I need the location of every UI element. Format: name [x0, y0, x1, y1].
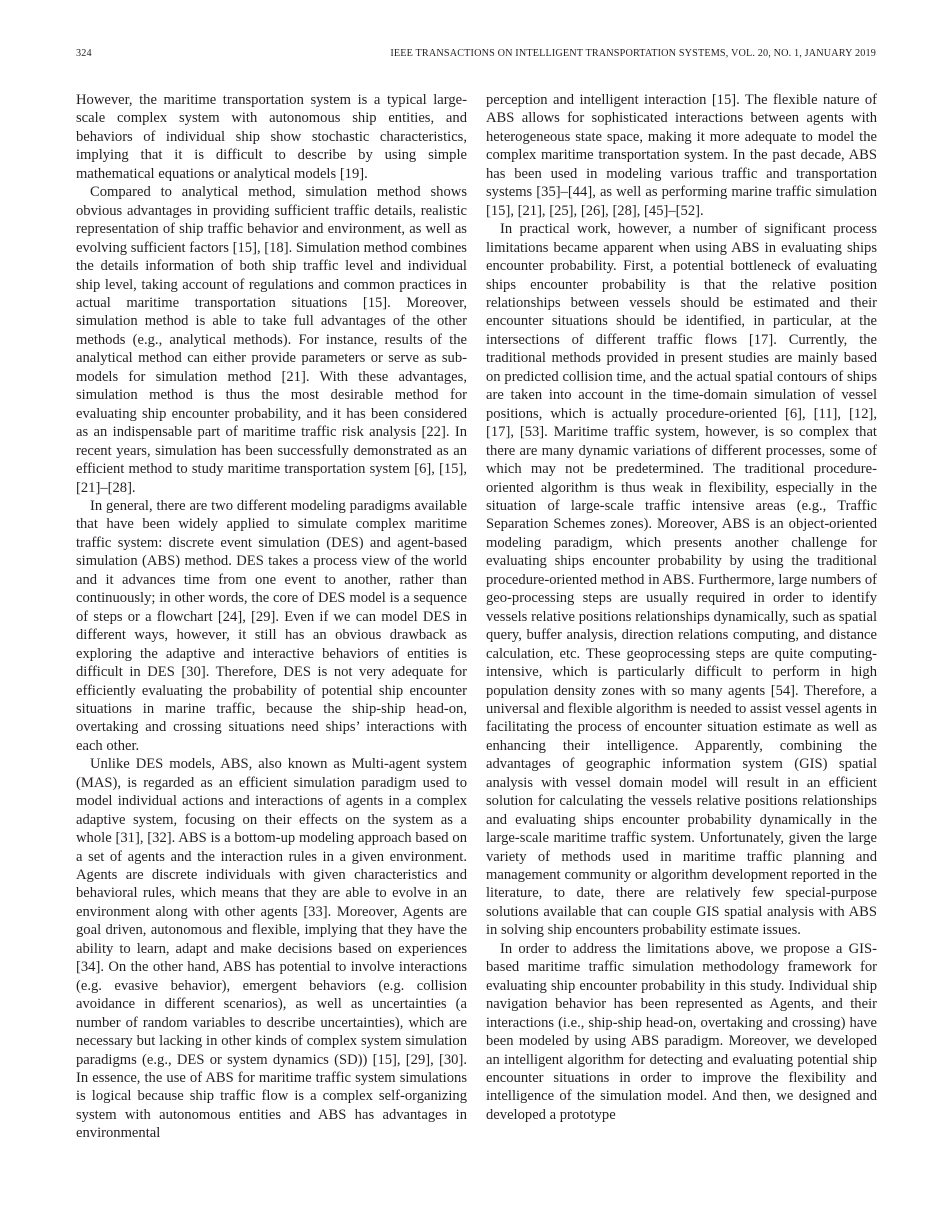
paragraph: perception and intelligent interaction [15]. The flexible nature of ABS allows for sophisticated interactions between agents with heterogeneous state space, making it more adequate to model the complex maritime transportation system. In the past decade, ABS has been used in modeling various traffic and transportation systems [35]–[44], as well as performing marine traffic simulation [15], [21], [25], [26], [28], [45]–[52]. [486, 92, 877, 219]
paragraph: Compared to analytical method, simulation method shows obvious advantages in providing sufficient traffic details, realistic representation of ship traffic behavior and environment, as well as evolving sufficient factors [15], [18]. Simulation method combines the details information of both ship traffic level and individual ship level, taking account of regulations and common practices in actual maritime transportation situations [15]. Moreover, simulation method is able to take full advantages of the other methods (e.g., analytical methods). For instance, results of the analytical method can either provide parameters or serve as sub-models for simulation method [21]. With these advantages, simulation method is thus the most desirable method for evaluating ship encounter probability, and it has been considered as an indispensable part of maritime traffic risk analysis [22]. In recent years, simulation has been successfully demonstrated as an efficient method to study maritime transportation system [6], [15], [21]–[28]. [76, 184, 467, 496]
running-header [76, 47, 876, 61]
paragraph: In practical work, however, a number of significant process limitations became apparent when using ABS in evaluating ships encounter probability. First, a potential bottleneck of evaluating ships encounter probability is that the relative position relationships between vessels should be estimated and their encounter situations should be identified, in particular, at the intersections of different traffic flows [17]. Currently, the traditional methods provided in present studies are mainly based on predicted collision time, and the actual spatial contours of ships are taken into account in the time-domain simulation of vessel positions, which is actually procedure-oriented [6], [11], [12], [17], [53]. Maritime traffic system, however, is so complex that there are many dynamic variations of different processes, some of which may not be predetermined. The traditional procedure-oriented algorithm is thus weak in flexibility, especially in the situation of large-scale traffic intensive areas (e.g., Traffic Separation Schemes zones). Moreover, ABS is an object-oriented modeling paradigm, which presents another challenge for evaluating ships encounter probability by using the traditional procedure-oriented method in ABS. Furthermore, large numbers of geo-processing steps are usually required in order to identify vessels relative positions relationships dynamically, such as spatial query, buffer analysis, direction relations computing, and distance calculation, etc. These geoprocessing steps are quite computing-intensive, which is particularly difficult to perform in high population density zones with so many agents [54]. Therefore, a universal and flexible algorithm is needed to assist vessel agents in facilitating the process of encounter situation estimate as well as enhancing their intelligence. Apparently, combining the advantages of geographic information system (GIS) spatial analysis with vessel domain model will result in an efficient solution for calculating the vessels relative positions relationships and evaluating ships encounter probability dynamically in the large-scale maritime traffic system. Unfortunately, given the large variety of methods used in maritime traffic planning and management community or algorithm development reported in the literature, to date, there are relatively few special-purpose solutions available that can couple GIS spatial analysis with ABS in solving ship encounters probability estimate issues. [486, 221, 877, 939]
page-number: 324 [76, 48, 92, 59]
right-column [486, 91, 877, 1124]
paragraph: In order to address the limitations above, we propose a GIS-based maritime traffic simulation methodology framework for evaluating ship encounter probability in this study. Individual ship navigation behavior has been represented as Agents, and their interactions (i.e., ship-ship head-on, overtaking and crossing) have been modeled by using ABS paradigm. Moreover, we developed an intelligent algorithm for detecting and evaluating potential ship encounter situations in order to improve the flexibility and intelligence of the simulation model. And then, we designed and developed a prototype [486, 940, 877, 1123]
paragraph: However, the maritime transportation system is a typical large-scale complex system with autonomous ship entities, and behaviors of individual ship show stochastic characteristics, implying that it is difficult to describe by using simple mathematical equations or analytical models [19]. [76, 92, 467, 182]
journal-title: IEEE TRANSACTIONS ON INTELLIGENT TRANSPORTATION SYSTEMS, VOL. 20, NO. 1, JANUARY 2019 [390, 48, 876, 59]
paragraph: Unlike DES models, ABS, also known as Multi-agent system (MAS), is regarded as an efficient simulation paradigm used to model individual actions and interactions of agents in a complex adaptive system, focusing on their effects on the system as a whole [31], [32]. ABS is a bottom-up modeling approach based on a set of agents and the interaction rules in a given environment. Agents are discrete individuals with given characteristics and behavioral rules, which means that they are able to evolve in an environment along with other agents [33]. Moreover, Agents are goal driven, autonomous and flexible, implying that they have the ability to learn, adapt and make decisions based on experiences [34]. On the other hand, ABS has potential to involve interactions (e.g. evasive behavior), emergent behaviors (e.g. collision avoidance in different scenarios), as well as uncertainties (a number of random variables to describe uncertainties), which are necessary but lacking in other kinds of complex system simulation paradigms (e.g., DES or system dynamics (SD)) [15], [29], [30]. In essence, the use of ABS for maritime traffic system simulations is logical because ship traffic flow is a complex self-organizing system with autonomous entities and ABS has advantages in environmental [76, 756, 467, 1142]
paragraph: In general, there are two different modeling paradigms available that have been widely applied to simulate complex maritime traffic system: discrete event simulation (DES) and agent-based simulation (ABS) method. DES takes a process view of the world and it advances time from one event to another, rather than continuously; in other words, the core of DES model is a sequence of steps or a flowchart [24], [29]. Even if we can model DES in different ways, however, it still has an obvious drawback as exploring the adaptive and interactive behaviors of entities is difficult in DES [30]. Therefore, DES is not very adequate for efficiently evaluating the probability of potential ship encounter situations in marine traffic, because the ship-ship head-on, overtaking and crossing situations need ships’ interactions with each other. [76, 497, 467, 754]
left-column [76, 91, 467, 1143]
